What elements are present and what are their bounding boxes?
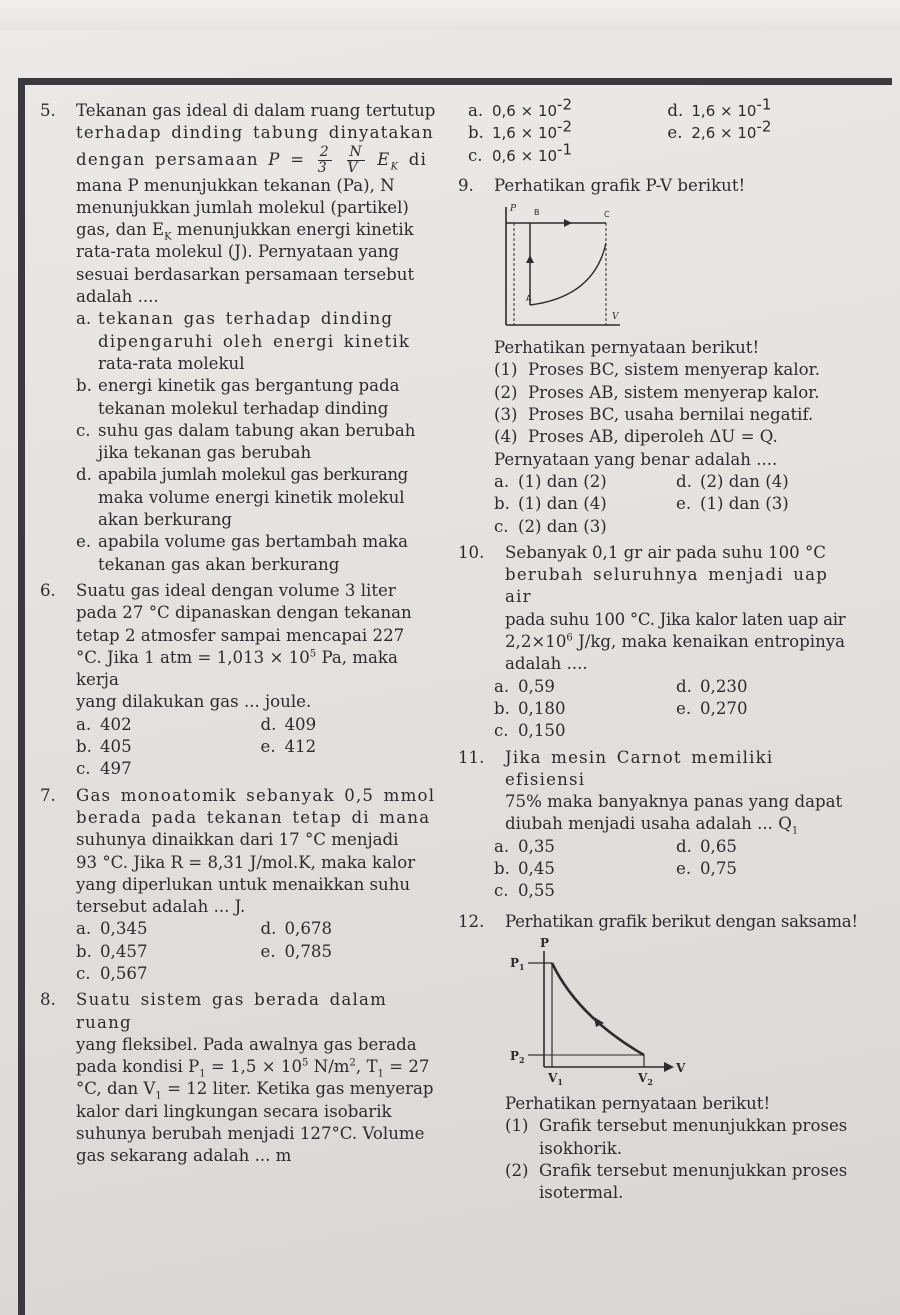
statement-1 <box>494 359 858 381</box>
option-value: 0,270 <box>700 698 748 718</box>
text-fragment: 2,2×10 <box>505 632 567 652</box>
option-label: e. <box>676 698 692 718</box>
v-axis-label: V <box>676 1060 686 1075</box>
exponent: 5 <box>309 648 317 660</box>
statement-text: Proses BC, sistem menyerap kalor. <box>528 360 820 380</box>
v1-label <box>547 1071 563 1087</box>
option-a[interactable] <box>76 308 445 375</box>
text-line: Sebanyak 0,1 gr air pada suhu 100 °C <box>505 542 826 562</box>
options-row <box>494 471 858 493</box>
option-text: tekanan gas terhadap dinding <box>98 309 394 329</box>
option-value: 1,6 × 10 <box>492 124 558 143</box>
p2-letter: P <box>510 1048 520 1063</box>
statement-text: Proses BC, usaha bernilai negatif. <box>528 405 814 425</box>
option-label: a. <box>494 471 510 491</box>
option-c[interactable] <box>76 420 445 465</box>
option-value: 0,457 <box>100 941 148 961</box>
p-axis-label: P <box>510 204 517 215</box>
fraction-two-thirds <box>318 145 332 176</box>
option-d[interactable] <box>676 676 858 698</box>
option-text: suhu gas dalam tabung akan berubah <box>98 420 416 440</box>
p2-label <box>510 1049 525 1065</box>
text-fragment: J/kg, maka kenaikan entropinya <box>572 632 846 652</box>
option-text: dipengaruhi oleh energi kinetik <box>98 331 411 351</box>
option-e[interactable] <box>676 858 858 880</box>
subscript: 1 <box>199 1068 206 1080</box>
option-label: c. <box>76 420 91 440</box>
text-line: yang diperlukan untuk menaikkan suhu <box>76 874 411 894</box>
formula-ek-subscript: K <box>390 160 400 172</box>
text-line: Tekanan gas ideal di dalam ruang tertutup <box>76 101 436 120</box>
option-label: e. <box>260 737 276 757</box>
option-a[interactable] <box>494 836 676 858</box>
option-label: b. <box>76 737 92 757</box>
option-label: b. <box>468 123 484 143</box>
v2-letter: V <box>638 1070 648 1085</box>
option-d[interactable] <box>76 464 445 531</box>
option-a[interactable] <box>494 471 676 493</box>
option-value: 0,180 <box>518 698 566 718</box>
option-label: e. <box>76 532 92 552</box>
option-value: 0,6 × 10 <box>492 146 558 165</box>
text-fragment: °C. Jika 1 atm = 1,013 × 10 <box>76 647 310 667</box>
option-b[interactable] <box>494 698 676 720</box>
arrow-icon <box>564 219 572 227</box>
option-value: 0,65 <box>700 836 737 856</box>
text-line <box>76 1056 445 1078</box>
option-value: (1) dan (4) <box>518 494 607 514</box>
statement-label: (2) <box>494 382 518 402</box>
p1-label <box>510 956 525 972</box>
v-axis-label: V <box>612 312 619 323</box>
right-column <box>458 95 858 1204</box>
point-a-label: A <box>526 294 532 304</box>
fraction-denominator: 3 <box>317 159 328 176</box>
text-line: yang dilakukan gas ... joule. <box>76 692 312 712</box>
option-c[interactable] <box>494 516 858 538</box>
option-label: d. <box>76 465 92 485</box>
question-text <box>76 100 445 308</box>
text-line: Suatu sistem gas berada dalam ruang <box>76 990 388 1032</box>
text-line: pada 27 °C dipanaskan dengan tekanan <box>76 603 412 623</box>
text-line: berada pada tekanan tetap di mana <box>76 807 431 827</box>
p2-subscript: 2 <box>519 1054 525 1065</box>
text-line: suhunya berubah menjadi 127°C. Volume <box>76 1124 425 1144</box>
question-text <box>505 542 858 676</box>
statement-2 <box>494 382 858 404</box>
text-line: mana P menunjukkan tekanan (Pa), N <box>76 175 395 195</box>
statement-text: isotermal. <box>539 1183 624 1203</box>
text-line: 75% maka banyaknya panas yang dapat <box>505 792 843 812</box>
question-11 <box>458 747 858 903</box>
option-b[interactable] <box>76 941 261 963</box>
options-row <box>468 95 858 122</box>
text-fragment: Pa, maka kerja <box>76 647 398 690</box>
left-column <box>40 100 445 1168</box>
options-row <box>494 493 858 515</box>
option-e[interactable] <box>261 736 446 758</box>
text-fragment: = 1,5 × 10 <box>205 1057 303 1077</box>
option-label: a. <box>76 309 92 329</box>
option-d[interactable] <box>676 471 858 493</box>
exponent: -1 <box>557 140 573 159</box>
option-label: c. <box>76 759 91 779</box>
question-title: Perhatikan grafik berikut dengan saksama! <box>505 911 858 931</box>
text-line: pada suhu 100 °C. Jika kalor laten uap air <box>505 609 846 629</box>
fraction-numerator: 2 <box>319 143 330 160</box>
formula-ek: E <box>377 149 391 169</box>
fraction-denominator: V <box>347 159 359 176</box>
pv-graph-abc <box>494 201 624 331</box>
option-e[interactable] <box>667 117 858 144</box>
statement-label: (1) <box>505 1116 529 1136</box>
question-title: Perhatikan grafik P-V berikut! <box>494 175 746 195</box>
question-number: 12. <box>458 911 485 931</box>
exponent: -2 <box>557 117 573 136</box>
option-value: (1) dan (3) <box>700 494 789 514</box>
p1-subscript: 1 <box>519 961 525 972</box>
option-a[interactable] <box>76 918 261 940</box>
option-a[interactable] <box>76 714 261 736</box>
exponent: -2 <box>557 95 573 114</box>
text-fragment: , T <box>355 1057 378 1077</box>
option-label: b. <box>76 941 92 961</box>
text-line: 93 °C. Jika R = 8,31 J/mol.K, maka kalor <box>76 852 416 872</box>
text-line: sesuai berdasarkan persamaan tersebut <box>76 264 415 284</box>
statement-text: Proses AB, sistem menyerap kalor. <box>528 382 820 402</box>
option-value: 0,345 <box>100 919 148 939</box>
text-fragment: gas, dan E <box>76 220 165 240</box>
option-c[interactable] <box>494 880 858 902</box>
option-label: c. <box>76 963 91 983</box>
option-label: c. <box>494 516 509 536</box>
text-line <box>76 219 445 241</box>
option-b[interactable] <box>76 736 261 758</box>
option-d[interactable] <box>261 714 446 736</box>
option-value: 0,230 <box>700 676 748 696</box>
option-value: (1) dan (2) <box>518 471 607 491</box>
exponent: -1 <box>756 95 772 114</box>
option-value: 2,6 × 10 <box>691 124 757 143</box>
option-c[interactable] <box>468 140 858 167</box>
option-label: d. <box>260 714 277 734</box>
option-label: c. <box>494 881 509 901</box>
point-c-label: C <box>604 210 610 220</box>
statement-label: (2) <box>505 1160 529 1180</box>
option-label: d. <box>676 836 692 856</box>
previous-question-options <box>458 95 858 167</box>
option-value: 0,678 <box>284 919 333 939</box>
formula-lhs: P = <box>268 149 306 169</box>
option-label: b. <box>76 376 92 396</box>
text-line: yang fleksibel. Pada awalnya gas berada <box>76 1034 417 1054</box>
option-d[interactable] <box>261 918 446 940</box>
option-label: a. <box>494 676 510 696</box>
text-line: adalah .... <box>76 287 159 307</box>
option-value: 0,150 <box>518 721 566 741</box>
statement-label: (1) <box>494 360 518 380</box>
statement-text: Proses AB, diperoleh ΔU = Q. <box>528 427 778 447</box>
formula-line <box>76 145 445 175</box>
option-text: tekanan gas akan berkurang <box>98 554 340 574</box>
statement-3 <box>494 404 858 426</box>
option-value: 0,75 <box>700 859 737 879</box>
option-text: maka volume energi kinetik molekul <box>98 487 405 507</box>
p1-letter: P <box>510 955 520 970</box>
text-fragment: N/m <box>308 1057 350 1077</box>
option-c[interactable] <box>76 758 445 780</box>
options-row <box>494 698 858 720</box>
option-value: 1,6 × 10 <box>691 102 757 120</box>
options-row <box>76 736 445 758</box>
question-12 <box>458 911 858 1205</box>
option-label: d. <box>260 919 277 939</box>
option-e[interactable] <box>261 941 446 963</box>
option-b[interactable] <box>76 375 445 420</box>
option-label: a. <box>76 714 92 734</box>
question-7 <box>40 785 445 986</box>
process-ca-curve <box>530 243 606 305</box>
text-line: Gas monoatomik sebanyak 0,5 mmol <box>76 785 436 805</box>
formula-suffix: di <box>408 149 428 169</box>
text-fragment: °C, dan V <box>76 1079 156 1099</box>
option-label: e. <box>260 941 276 961</box>
option-label: a. <box>76 919 92 939</box>
statement-intro: Perhatikan pernyataan berikut! <box>505 1093 771 1113</box>
option-value: 0,785 <box>284 941 333 961</box>
v2-label <box>637 1071 653 1087</box>
text-line <box>76 647 445 692</box>
question-number: 6. <box>40 580 56 600</box>
point-b-label: B <box>534 208 540 218</box>
question-number: 11. <box>458 747 485 767</box>
text-fragment: pada kondisi P <box>76 1057 200 1077</box>
option-label: c. <box>468 145 483 165</box>
text-line: kalor dari lingkungan secara isobarik <box>76 1101 392 1121</box>
statement-1 <box>505 1115 858 1160</box>
question-5 <box>40 100 445 576</box>
page-top-margin <box>0 0 900 30</box>
arrow-icon <box>664 1062 674 1072</box>
subscript: 1 <box>155 1090 162 1102</box>
option-value: 412 <box>284 737 317 757</box>
options-row <box>468 117 858 144</box>
option-label: b. <box>494 859 510 879</box>
text-line: tersebut adalah ... J. <box>76 897 246 917</box>
statement-label: (4) <box>494 427 518 447</box>
option-text: jika tekanan gas berubah <box>98 443 312 463</box>
option-label: a. <box>494 836 510 856</box>
text-line: Suatu gas ideal dengan volume 3 liter <box>76 580 396 600</box>
option-value: 0,6 × 10 <box>492 102 558 120</box>
options-row <box>494 858 858 880</box>
options-row <box>76 941 445 963</box>
option-value: (2) dan (3) <box>518 516 607 536</box>
option-value: 405 <box>100 737 132 757</box>
options-row <box>494 836 858 858</box>
option-value: 402 <box>100 714 132 734</box>
option-text: tekanan molekul terhadap dinding <box>98 398 389 418</box>
option-label: d. <box>676 676 692 696</box>
text-line <box>505 813 858 835</box>
text-line: gas sekarang adalah ... m <box>76 1146 292 1166</box>
option-label: e. <box>676 494 692 514</box>
p-axis-label: P <box>540 936 550 950</box>
option-text: energi kinetik gas bergantung pada <box>98 376 400 396</box>
option-label: e. <box>676 859 692 879</box>
option-b[interactable] <box>494 493 676 515</box>
option-c[interactable] <box>494 720 858 742</box>
option-b[interactable] <box>494 858 676 880</box>
isothermal-curve <box>552 963 644 1055</box>
option-value: 0,59 <box>518 676 555 696</box>
statement-2 <box>505 1160 858 1205</box>
option-value: (2) dan (4) <box>700 471 789 491</box>
option-value: 497 <box>100 759 132 779</box>
text-line: rata-rata molekul (J). Pernyataan yang <box>76 242 400 262</box>
option-value: 0,35 <box>518 836 555 856</box>
statement-text: Grafik tersebut menunjukkan proses <box>539 1116 848 1136</box>
options-row <box>76 714 445 736</box>
fraction-n-over-v <box>347 145 364 176</box>
exponent: 6 <box>566 632 573 644</box>
text-fragment: menunjukkan energi kinetik <box>171 220 414 240</box>
v1-letter: V <box>548 1070 558 1085</box>
text-line: adalah .... <box>505 654 588 674</box>
option-label: b. <box>494 494 510 514</box>
statement-text: Grafik tersebut menunjukkan proses <box>539 1160 848 1180</box>
question-text <box>76 989 445 1167</box>
exponent: 2 <box>349 1057 356 1069</box>
option-d[interactable] <box>676 836 858 858</box>
question-text <box>76 785 445 919</box>
text-line: suhunya dinaikkan dari 17 °C menjadi <box>76 830 399 850</box>
question-number: 9. <box>458 175 474 195</box>
question-text <box>76 580 445 714</box>
subscript: 1 <box>791 825 799 837</box>
question-number: 10. <box>458 542 485 562</box>
option-e[interactable] <box>676 493 858 515</box>
exponent: 5 <box>302 1057 309 1069</box>
fraction-numerator: N <box>349 143 363 160</box>
option-label: e. <box>667 123 683 143</box>
option-e[interactable] <box>676 698 858 720</box>
pv-graph-isothermal <box>498 937 698 1087</box>
v1-subscript: 1 <box>557 1076 563 1087</box>
text-fragment: = 27 <box>383 1057 430 1077</box>
statement-intro: Perhatikan pernyataan berikut! <box>494 338 760 358</box>
question-number: 5. <box>40 101 56 120</box>
question-prompt: Pernyataan yang benar adalah .... <box>494 449 778 469</box>
option-label: d. <box>676 471 692 491</box>
option-label: d. <box>667 101 684 120</box>
option-value: 0,567 <box>100 963 148 983</box>
option-e[interactable] <box>76 531 445 576</box>
option-value: 0,45 <box>518 859 555 879</box>
exponent: -2 <box>756 117 772 136</box>
question-text <box>505 747 858 836</box>
statement-label: (3) <box>494 405 518 425</box>
top-border-rule <box>18 78 892 85</box>
question-8 <box>40 989 445 1167</box>
options-row <box>76 918 445 940</box>
question-6 <box>40 580 445 781</box>
question-number: 8. <box>40 990 56 1010</box>
option-text: apabila jumlah molekul gas berkurang <box>98 465 408 485</box>
arrow-icon <box>526 255 534 263</box>
option-text: rata-rata molekul <box>98 353 245 373</box>
option-c[interactable] <box>76 963 445 985</box>
ek-subscript: K <box>164 231 172 243</box>
option-text: akan berkurang <box>98 510 233 530</box>
statement-4 <box>494 426 858 448</box>
text-line: tetap 2 atmosfer sampai mencapai 227 <box>76 625 405 645</box>
option-label: c. <box>494 721 509 741</box>
subscript: 1 <box>377 1068 384 1080</box>
text-fragment: = 12 liter. Ketika gas menyerap <box>161 1079 434 1099</box>
text-line: terhadap dinding tabung dinyatakan <box>76 123 434 143</box>
kinetic-pressure-formula <box>268 145 399 176</box>
option-text: apabila volume gas bertambah maka <box>98 532 409 552</box>
v2-subscript: 2 <box>647 1076 653 1087</box>
option-label: b. <box>494 698 510 718</box>
text-line <box>76 1078 445 1100</box>
formula-prefix: dengan persamaan <box>76 149 259 169</box>
question-9 <box>458 175 858 538</box>
question-number: 7. <box>40 785 56 805</box>
option-value: 0,55 <box>518 881 555 901</box>
options-row <box>494 676 858 698</box>
left-border-rule <box>18 78 25 1315</box>
option-label: a. <box>468 101 484 120</box>
question-10 <box>458 542 858 743</box>
text-line: menunjukkan jumlah molekul (partikel) <box>76 197 409 217</box>
text-fragment: diubah menjadi usaha adalah ... Q <box>505 814 792 834</box>
text-line <box>505 631 858 653</box>
option-value: 409 <box>284 714 317 734</box>
statement-text: isokhorik. <box>539 1138 623 1158</box>
text-line: berubah seluruhnya menjadi uap air <box>505 565 829 607</box>
text-line: Jika mesin Carnot memiliki efisiensi <box>505 747 774 789</box>
option-a[interactable] <box>494 676 676 698</box>
